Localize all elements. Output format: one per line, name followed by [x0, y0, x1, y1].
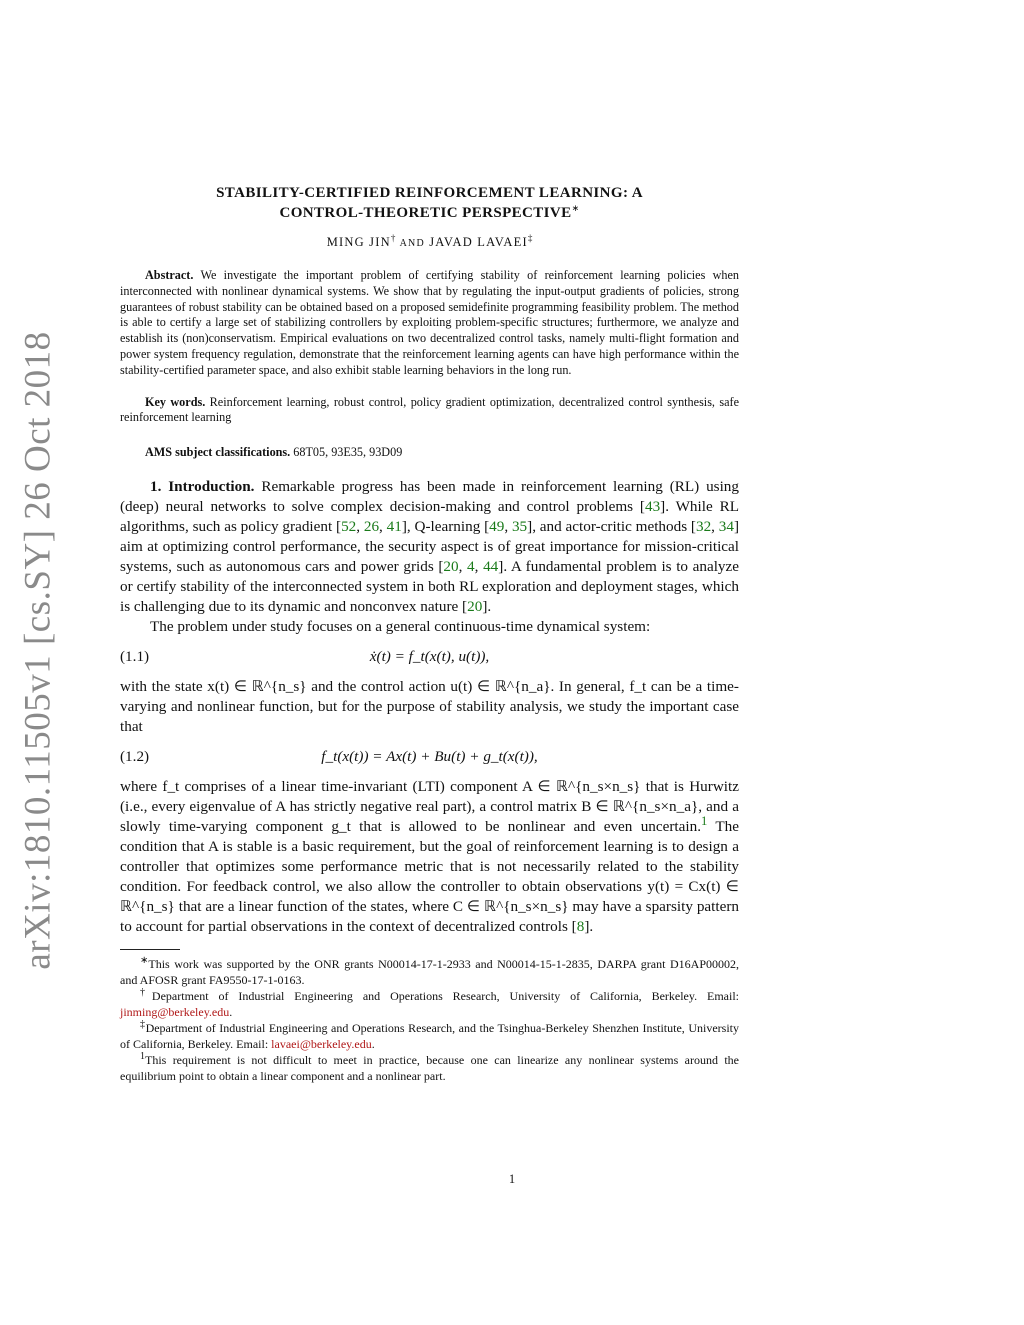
abstract: [120, 268, 739, 379]
equation-expression: f_t(x(t)) = Ax(t) + Bu(t) + g_t(x(t)),: [321, 747, 538, 765]
paper-page: [120, 183, 739, 1084]
citation-link[interactable]: 20: [443, 557, 459, 575]
citation-link[interactable]: 41: [386, 517, 402, 535]
email-link[interactable]: lavaei@berkeley.edu: [271, 1036, 372, 1051]
footnote-affiliation-2: ‡Department of Industrial Engineering and Operations Research, and the Tsinghua-Berkeley Shenzhen Institute, University of California, Berkeley. Email: lavaei@berkeley.edu.: [120, 1018, 739, 1051]
equation-1-1: [120, 647, 739, 667]
title-footnote-mark: ∗: [571, 203, 580, 213]
author-and: AND: [399, 238, 425, 249]
citation-link[interactable]: 52: [341, 517, 357, 535]
arxiv-watermark: [14, 330, 62, 970]
footnote-funding: ∗This work was supported by the ONR grants N00014-17-1-2933 and N00014-15-1-2835, DARPA grant D16AP00002, and AFOSR grant FA9550-17-1-0163.: [120, 954, 739, 987]
author-1-mark: †: [390, 232, 396, 243]
intro-paragraph-3: with the state x(t) ∈ ℝ^{n_s} and the control action u(t) ∈ ℝ^{n_a}. In general, f_t can be a time-varying and nonlinear function, but for the purpose of stability analysis, we study the important case that: [120, 677, 739, 735]
citation-link[interactable]: 43: [644, 497, 661, 515]
abstract-label: Abstract.: [145, 268, 194, 282]
citation-link[interactable]: 20: [467, 597, 483, 615]
author-2-mark: ‡: [527, 232, 533, 243]
footnote-affiliation-1: †Department of Industrial Engineering and Operations Research, University of California, Berkeley. Email: jinming@berkeley.edu.: [120, 986, 740, 1019]
author-1: MING JIN: [326, 235, 391, 249]
abstract-text: We investigate the important problem of certifying stability of reinforcement learning policies when interconnected with nonlinear dynamical systems. We show that by regulating the input-output gradients of policies, strong guarantees of robust stability can be obtained based on a proposed semidefinite programming feasibility problem. The method is able to certify a large set of stabilizing controllers by exploiting problem-specific structures; furthermore, we analyze and establish its (non)conservatism. Empirical evaluations on two decentralized control tasks, namely multi-flight formation and power system frequency regulation, demonstrate that the reinforcement learning agents can have high performance within the stability-certified parameter space, and also exhibit stable learning behaviors in the long run.: [120, 268, 739, 377]
arxiv-watermark-text: arXiv:1810.11505v1 [cs.SY] 26 Oct 2018: [17, 330, 59, 970]
intro-paragraph-1: 1. Introduction. Remarkable progress has been made in reinforcement learning (RL) using (deep) neural networks to solve complex decision-making and control problems [43]. While RL algorithms, such as policy gradient [52, 26, 41], Q-learning [49, 35], and actor-critic methods [32, 34] aim at optimizing control performance, the security aspect is of great importance for mission-critical systems, such as autonomous cars and power grids [20, 4, 44]. A fundamental problem is to analyze or certify stability of the interconnected system in both RL exploration and deployment stages, which is challenging due to its dynamic and nonconvex nature [20].: [120, 477, 740, 615]
equation-expression: ẋ(t) = f_t(x(t), u(t)),: [369, 647, 490, 665]
citation-link[interactable]: 32: [695, 517, 712, 535]
keywords: [120, 395, 739, 427]
intro-paragraph-2: The problem under study focuses on a general continuous-time dynamical system:: [150, 617, 651, 635]
introduction-section: [120, 477, 739, 937]
citation-link[interactable]: 8: [576, 917, 585, 935]
citation-link[interactable]: 49: [489, 517, 505, 535]
author-2: JAVAD LAVAEI: [429, 235, 528, 249]
page-number: 1: [508, 1172, 516, 1186]
equation-number: (1.1): [120, 647, 150, 665]
keywords-label: Key words.: [145, 394, 206, 409]
author-list: [120, 232, 739, 250]
intro-paragraph-4: where f_t comprises of a linear time-invariant (LTI) component A ∈ ℝ^{n_s×n_s} that is Hurwitz (i.e., every eigenvalue of A has strictly negative real part), a control matrix B ∈ ℝ^{n_s×n_a}, and a slowly time-varying component g_t that is allowed to be nonlinear and even uncertain.$^1$ The condition that A is stable is a basic requirement, but the goal of reinforcement learning is to design a controller that optimizes some performance metric that is not necessarily related to the stability condition. For feedback control, we also allow the controller to obtain observations y(t) = Cx(t) ∈ ℝ^{n_s} that are a linear function of the states, where C ∈ ℝ^{n_s×n_s} may have a sparsity pattern to account for partial observations in the context of decentralized controls [8].: [120, 777, 739, 935]
footnotes: [120, 956, 739, 1084]
citation-link[interactable]: 34: [718, 517, 734, 535]
title-line-1: STABILITY-CERTIFIED REINFORCEMENT LEARNING: A: [216, 185, 643, 201]
citation-link[interactable]: 26: [363, 517, 380, 535]
ams-label: AMS subject classifications.: [145, 445, 291, 460]
paper-title: [120, 183, 739, 223]
ams-text: 68T05, 93E35, 93D09: [293, 445, 403, 460]
ams-classifications: [120, 445, 739, 461]
email-link[interactable]: jinming@berkeley.edu: [120, 1004, 230, 1019]
section-heading: 1. Introduction.: [150, 477, 255, 495]
footnote-divider: [120, 949, 180, 950]
equation-1-2: [120, 747, 739, 767]
footnote-ref[interactable]: 1: [701, 813, 708, 828]
equation-number: (1.2): [120, 747, 150, 765]
citation-link[interactable]: 4: [467, 557, 475, 575]
footnote-1: $^1$This requirement is not difficult to meet in practice, because one can linearize any nonlinear systems around the equilibrium point to obtain a linear component and a nonlinear part.: [120, 1050, 739, 1083]
title-line-2: CONTROL-THEORETIC PERSPECTIVE∗: [279, 203, 580, 221]
citation-link[interactable]: 44: [483, 557, 499, 575]
keywords-text: Reinforcement learning, robust control, policy gradient optimization, decentralized control synthesis, safe reinforcement learning: [120, 394, 740, 425]
citation-link[interactable]: 35: [511, 517, 528, 535]
